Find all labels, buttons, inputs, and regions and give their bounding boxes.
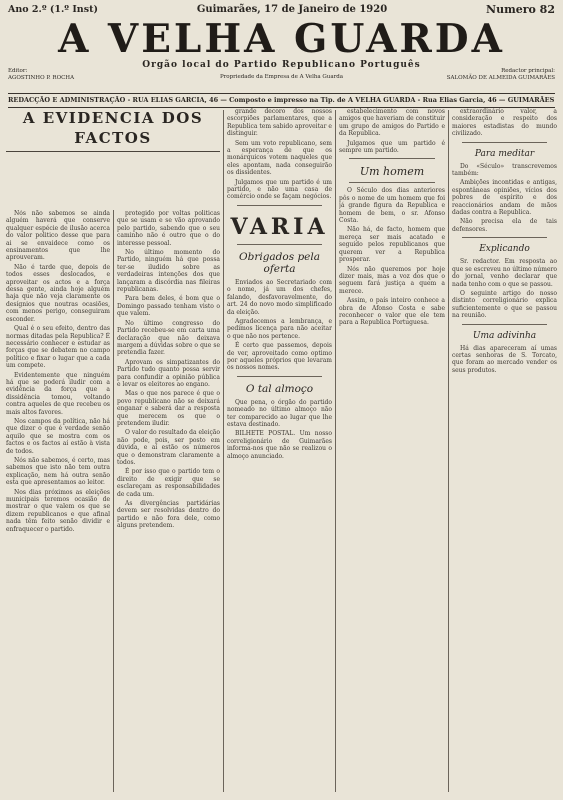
paragraph: Assim, o país inteiro conhece a obra de Afonso Costa e sabe reconhecer o valor que ele tem para a Republica Portuguesa. bbox=[339, 297, 445, 327]
paragraph: No último momento do Partido, ninguém há que possa ter-se iludido sobre as verdadeiras intenções dos que lançaram a discórdia nas fileiras republicanas. bbox=[117, 249, 220, 294]
divider bbox=[349, 182, 435, 183]
paragraph: extraordinário valor, a consideração e respeito dos maiores estadistas do mundo civilizado. bbox=[452, 108, 557, 138]
paragraph: Para bem deles, é bom que o Domingo passado tenham visto o que valem. bbox=[117, 295, 220, 318]
editor-block bbox=[8, 68, 148, 82]
redactor-block bbox=[415, 68, 555, 82]
divider bbox=[349, 158, 435, 159]
column-4 bbox=[339, 108, 445, 794]
paragraph: Não há, de facto, homem que mereça ser mais acatado e seguido pelos republicanos que querem ver a Republica prosperar. bbox=[339, 226, 445, 264]
headline: A EVIDENCIA DOS FACTOS bbox=[6, 108, 220, 152]
paragraph: estabelecimento com novos amigos que haveriam de constituir um grupo de amigos do Partido e da Republica. bbox=[339, 108, 445, 138]
column-3 bbox=[227, 108, 332, 794]
ano-label: Ano 2.º (1.º Inst) bbox=[8, 3, 98, 15]
divider bbox=[462, 324, 547, 325]
column-rule bbox=[335, 110, 336, 792]
paragraph: Que pena, o órgão do partido nomeado no último almoço não ter comparecido ao lugar que lhe estava destinado. bbox=[227, 398, 332, 428]
paragraph: Mas o que nos parece é que o povo republicano não se deixará enganar e saberá dar a resposta que merecem os que o pretendem iludir. bbox=[117, 390, 220, 427]
obrigados-text bbox=[227, 279, 332, 372]
paragraph: Não precisa ela de tais defensores. bbox=[452, 218, 557, 233]
paragraph: As divergências partidárias devem ser resolvidas dentro do partido e não fora dele, como alguns pretendem. bbox=[117, 500, 220, 530]
paragraph: Nós não sabemos se ainda alguém haverá que conserve qualquer espécie de ilusão acerca do valor politico desse que para ai se envaidece como os ensinamentos que lhe aprouveram. bbox=[6, 210, 110, 262]
meditar-heading: Para meditar bbox=[474, 148, 535, 159]
col1-text bbox=[6, 210, 110, 533]
redactor-name: SALOMÃO DE ALMEIDA GUIMARÃES bbox=[446, 75, 555, 81]
paragraph: Ambições incontidas e antigas, espontâneas opiniões, vícios dos pobres de espírito e dos reaccionários andam de mãos dadas contra a Republica. bbox=[452, 179, 557, 217]
paragraph: grande decoro dos nossos escorpiões parlamentares, que a Republica tem sabido aproveitar e distinguir. bbox=[227, 108, 332, 138]
col4-top-text bbox=[339, 108, 445, 154]
paragraph: É por isso que o partido tem o direito de exigir que se esclareçam as responsabilidades de cada um. bbox=[117, 468, 220, 498]
column-rule bbox=[448, 110, 449, 792]
col3-top-text bbox=[227, 108, 332, 201]
column-rule bbox=[223, 110, 224, 792]
paragraph: Enviados ao Secretariado com o nome, já um dos chefes, falando, desfavoravelmente, do art. 24 do novo modo simplificado da eleição. bbox=[227, 278, 332, 316]
homem-text bbox=[339, 187, 445, 326]
paragraph: O valor do resultado da eleição não pode, pois, ser posto em dúvida, e aí estão os números que o demonstram claramente a todos. bbox=[117, 429, 220, 466]
column-2 bbox=[117, 210, 220, 794]
col2-text bbox=[117, 210, 220, 530]
paragraph: O seguinte artigo do nosso distinto correligionário explica suficientemente o que se passou na reunião. bbox=[452, 289, 557, 320]
adivinha-heading: Uma adivinha bbox=[472, 330, 537, 341]
column-1a bbox=[6, 210, 110, 794]
column-rule bbox=[113, 210, 114, 792]
paragraph: Há dias apareceram aí umas certas senhoras de S. Torcato, que foram ao mercado vender os seus produtos. bbox=[452, 344, 557, 374]
propriedade: Propriedade da Empresa de A Velha Guarda bbox=[219, 74, 344, 80]
paragraph: Sem um voto republicano, sem a esperança de que os monárquicos votem naqueles que eles apontam, nada conseguirão os dissidentes. bbox=[227, 139, 332, 177]
divider bbox=[462, 237, 547, 238]
subheader bbox=[8, 68, 555, 92]
paragraph: Nos dias próximos as eleições municipais teremos ocasião de mostrar o que valem os que se dizem republicanos e que afinal nada têm feito senão dividir e enfraquecer o partido. bbox=[6, 488, 110, 533]
masthead-title: A VELHA GUARDA bbox=[58, 16, 505, 62]
redactor-label: Redactor principal: bbox=[501, 68, 555, 74]
paragraph: Agradecemos a lembrança, e pedimos licença para não aceitar o que não nos pertence. bbox=[227, 317, 332, 340]
divider bbox=[462, 142, 547, 143]
divider bbox=[237, 376, 322, 377]
paragraph: Nós não queremos por hoje dizer mais, mas a voz dos que o seguem fará justiça a quem a merece. bbox=[339, 265, 445, 295]
paragraph: Nos campos da política, não há que dizer o que é verdade senão aquilo que se mostra com os factos e os factos aí estão à vista de todos. bbox=[6, 417, 110, 455]
paragraph: protegido por voltas politicas que se usam e se vão aprovando pelo partido, sabendo que o seu caminho não é outro que o do interesse pessoal. bbox=[117, 210, 220, 247]
adivinha-text bbox=[452, 345, 557, 375]
header-line bbox=[8, 2, 555, 16]
paragraph: Sr. redactor. Em resposta ao que se escreveu no último número do jornal, venho declarar que nada tenho com o que se passou. bbox=[452, 258, 557, 288]
explicando-text bbox=[452, 258, 557, 319]
col5-top-text bbox=[452, 108, 557, 138]
divider bbox=[237, 205, 322, 206]
paragraph: Aprovam os simpatizantes do Partido tudo quanto possa servir para confundir a opinião pública e levar os eleitores ao engano. bbox=[117, 358, 220, 388]
place-date: Guimarães, 17 de Janeiro de 1920 bbox=[196, 3, 388, 15]
divider bbox=[237, 244, 322, 245]
meditar-text bbox=[452, 163, 557, 234]
orgao-subtitle: Orgão local do Partido Republicano Português bbox=[142, 60, 421, 70]
explicando-heading: Explicando bbox=[479, 244, 530, 255]
redacao-line: REDACÇÃO E ADMINISTRAÇÃO - RUA ELIAS GARCIA, 46 — Composto e impresso na Tip. de A VELHA GUARDA - Rua Elias Garcia, 46 — GUIMARÃES bbox=[8, 93, 555, 108]
paragraph: Julgamos que um partido é sempre um partido. bbox=[339, 139, 445, 155]
almoco-text bbox=[227, 399, 332, 460]
almoco-heading: O tal almoço bbox=[245, 382, 314, 395]
paragraph: Julgamos que um partido é um partido, e não uma casa de comércio onde se façam negócios. bbox=[227, 178, 332, 201]
paragraph: Do «Século» transcrevemos também: bbox=[452, 162, 557, 178]
paragraph: É certo que passemos, depois de ver, aproveitado como optimo por aqueles próprios que levaram os nossos nomes. bbox=[227, 342, 332, 372]
editor-label: Editor: bbox=[8, 68, 28, 74]
paragraph: Evidentemente que ninguém há que se poderá iludir com a evidência da força que a dissidência tomou, voltando contra aqueles de que recebeu os mais altos favores. bbox=[6, 371, 110, 416]
paragraph: No último congresso do Partido recebeu-se em carta uma declaração que não deixava margem a dúvidas sobre o que se pretendia fazer. bbox=[117, 319, 220, 357]
um-homem-heading: Um homem bbox=[359, 165, 425, 179]
paragraph: O Século dos dias anteriores pôs o nome de um homem que foi já grande figura da Republica e homem de bem, o sr. Afonso Costa. bbox=[339, 187, 445, 225]
issue-number: Numero 82 bbox=[486, 2, 555, 16]
paragraph: Qual é o seu efeito, dentro das normas ditadas pela Republica? É necessário conhecer e estudar as forças que se debatem no campo político e fixar o lugar que a cada um compete. bbox=[6, 325, 110, 370]
paragraph: Não é tarde que, depois de todos esses deslocados, e aproveitar os actos e a força dessa gente, ainda hoje alguém haja que não veja claramente os desígnios que noutras ocasiões, com menos perigo, conseguiram esconder. bbox=[6, 263, 110, 323]
column-5 bbox=[452, 108, 557, 794]
varia-heading: VARIA bbox=[230, 213, 329, 240]
editor-name: AGOSTINHO P. ROCHA bbox=[8, 75, 75, 81]
paragraph: BILHETE POSTAL. Um nosso correligionário de Guimarães informa-nos que não se realizou o almoço anunciado. bbox=[227, 430, 332, 460]
obrigados-heading: Obrigados pela oferta bbox=[238, 250, 320, 275]
paragraph: Nós não sabemos, é certo, mas sabemos que isto não tem outra explicação, nem há outra senão esta que apresentamos ao leitor. bbox=[6, 457, 110, 487]
